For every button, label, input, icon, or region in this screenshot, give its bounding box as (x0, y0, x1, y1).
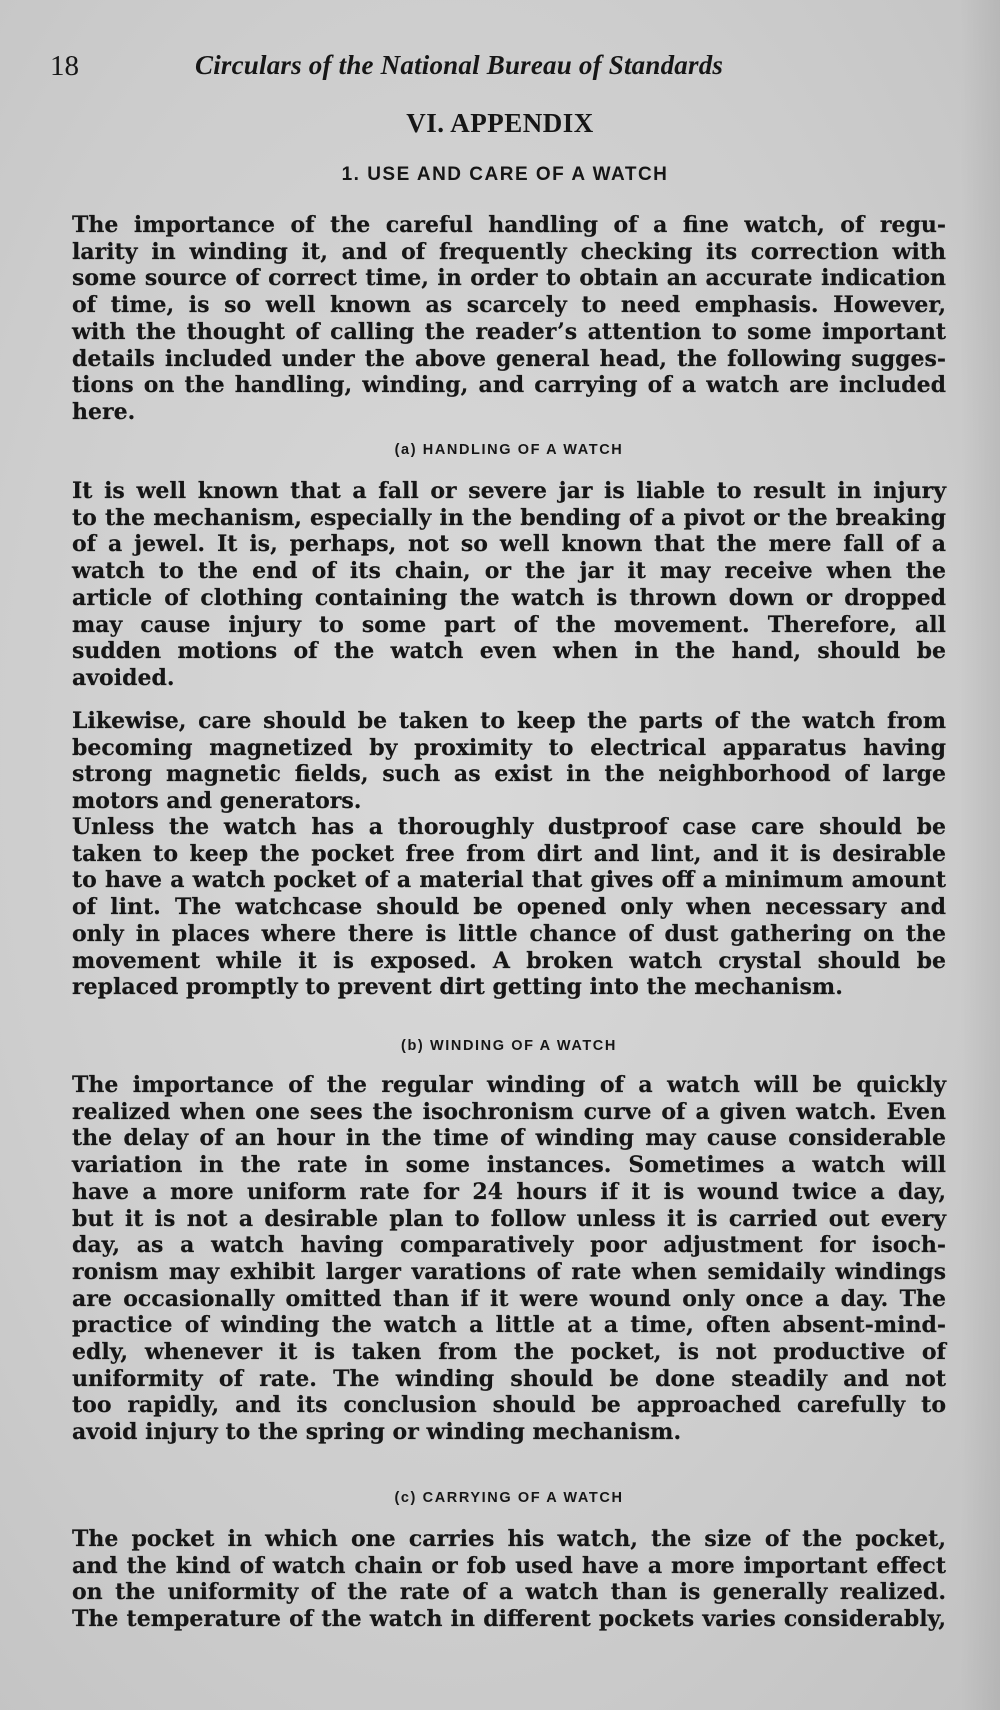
text-line: have a more uniform rate for 24 hours if it is wound twice a day, (72, 1178, 946, 1205)
text-line: details included under the above general head, the following sugges- (72, 345, 946, 372)
section-title: 1. USE AND CARE OF A WATCH (341, 164, 669, 185)
page-header (50, 44, 950, 84)
text-line: watch to the end of its chain, or the jar it may receive when the (72, 558, 946, 585)
subhead-handling: (a) HANDLING OF A WATCH (394, 442, 624, 458)
text-line: on the uniformity of the rate of a watch than is generally realized. (72, 1579, 946, 1606)
text-line: edly, whenever it is taken from the pocket, is not productive of (72, 1339, 946, 1366)
text-line: becoming magnetized by proximity to electrical apparatus having (72, 734, 946, 761)
paragraph-intro (72, 212, 946, 426)
text-line: with the thought of calling the reader’s attention to some important (72, 318, 946, 345)
scan-edge-shadow (960, 0, 1000, 1710)
text-line: The pocket in which one carries his watch, the size of the pocket, (72, 1526, 946, 1552)
text-line: larity in winding it, and of frequently checking its correction with (72, 238, 946, 265)
text-line: may cause injury to some part of the movement. Therefore, all (72, 611, 946, 638)
subhead-winding: (b) WINDING OF A WATCH (401, 1038, 617, 1054)
text-line: The importance of the regular winding of a watch will be quickly (72, 1072, 946, 1098)
text-line: to the mechanism, especially in the bending of a pivot or the breaking (72, 504, 946, 531)
text-line: ronism may exhibit larger varations of rate when semidaily windings (72, 1258, 946, 1285)
text-line: Unless the watch has a thoroughly dustproof case care should be (72, 814, 946, 840)
text-line: article of clothing containing the watch is thrown down or dropped (72, 584, 946, 611)
text-line: and the kind of watch chain or fob used have a more important effect (72, 1552, 946, 1579)
text-line: avoid injury to the spring or winding mechanism. (72, 1419, 682, 1446)
text-line: variation in the rate in some instances. Sometimes a watch will (72, 1152, 946, 1179)
text-line: are occasionally omitted than if it were wound only once a day. The (72, 1285, 946, 1312)
text-line: The importance of the careful handling of a fine watch, of regu- (72, 212, 946, 238)
text-line: of a jewel. It is, perhaps, not so well known that the mere fall of a (72, 531, 946, 558)
paragraph-magnetism (72, 708, 946, 815)
text-line: to have a watch pocket of a material that gives off a minimum amount (72, 867, 946, 894)
paragraph-handling (72, 478, 946, 692)
text-line: The temperature of the watch in different pockets varies considerably, (72, 1606, 946, 1633)
text-line: realized when one sees the isochronism curve of a given watch. Even (72, 1098, 946, 1125)
text-line: practice of winding the watch a little at a time, often absent-mind- (72, 1312, 946, 1339)
text-line: the delay of an hour in the time of winding may cause considerable (72, 1125, 946, 1152)
text-line: taken to keep the pocket free from dirt and lint, and it is desirable (72, 840, 946, 867)
text-line: of time, is so well known as scarcely to need emphasis. However, (72, 292, 946, 319)
text-line: It is well known that a fall or severe jar is liable to result in injury (72, 478, 946, 504)
paragraph-winding (72, 1072, 946, 1446)
text-line: motors and generators. (72, 788, 362, 815)
text-line: replaced promptly to prevent dirt getting into the mechanism. (72, 974, 843, 1001)
text-line: too rapidly, and its conclusion should be approached carefully to (72, 1392, 946, 1419)
text-line: Likewise, care should be taken to keep the parts of the watch from (72, 708, 946, 734)
text-line: tions on the handling, winding, and carrying of a watch are included (72, 372, 946, 399)
text-line: sudden motions of the watch even when in the hand, should be (72, 638, 946, 665)
text-line: day, as a watch having comparatively poor adjustment for isoch- (72, 1232, 946, 1259)
appendix-title: VI. APPENDIX (406, 108, 594, 138)
text-line: only in places where there is little chance of dust gathering on the (72, 920, 946, 947)
text-line: avoided. (72, 664, 175, 691)
subhead-carrying: (c) CARRYING OF A WATCH (394, 1490, 624, 1506)
paragraph-dust (72, 814, 946, 1001)
paragraph-carrying (72, 1526, 946, 1633)
text-line: but it is not a desirable plan to follow unless it is carried out every (72, 1205, 946, 1232)
page-number: 18 (50, 50, 79, 82)
running-title: Circulars of the National Bureau of Standards (195, 50, 724, 80)
text-line: strong magnetic fields, such as exist in the neighborhood of large (72, 761, 946, 788)
text-line: movement while it is exposed. A broken watch crystal should be (72, 947, 946, 974)
text-line: some source of correct time, in order to obtain an accurate indication (72, 265, 946, 292)
text-line: here. (72, 398, 136, 425)
text-line: uniformity of rate. The winding should be done steadily and not (72, 1365, 946, 1392)
text-line: of lint. The watchcase should be opened only when necessary and (72, 894, 946, 921)
